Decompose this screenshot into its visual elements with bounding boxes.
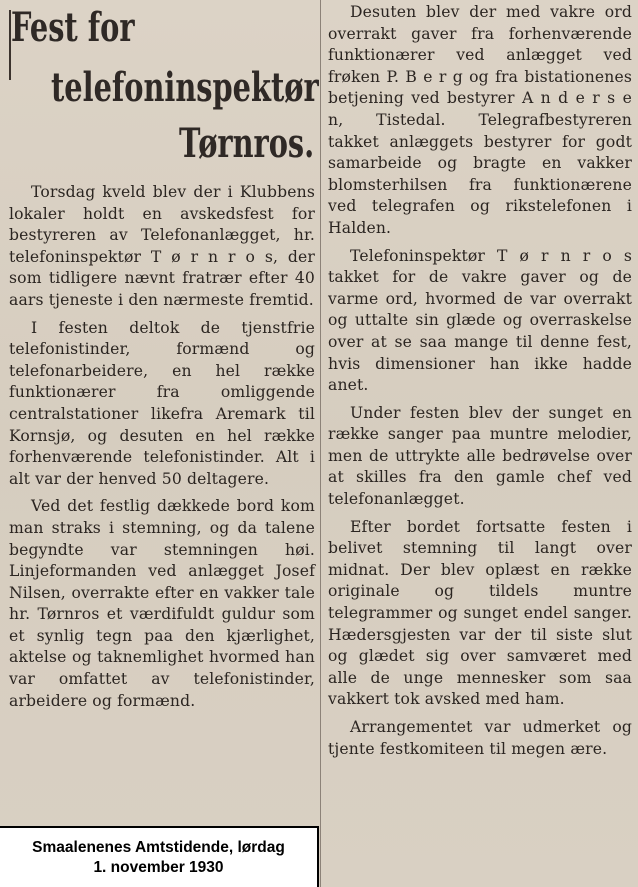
headline-line-1: Fest for — [11, 4, 135, 51]
paragraph: Efter bordet fortsatte festen i belivet stemning til langt over midnat. Der blev oplæst en række originale og tildels muntre telegrammer og sunget endel sanger. Hædersgjesten var der til siste slut og glædet sig over samværet med alle de unge mennesker som saa vakkert tok avsked med ham. — [328, 517, 632, 709]
headline-line-2: telefoninspektør — [51, 64, 319, 111]
paragraph: Arrangementet var udmerket og tjente festkomiteen til megen ære. — [328, 718, 632, 758]
paragraph: Under festen blev der sunget en række sanger paa muntre melodier, men de uttrykte alle bedrøvelse over at skilles fra den gamle chef ved telefonanlægget. — [328, 403, 632, 509]
caption-line-2: 1. november 1930 — [93, 859, 224, 876]
source-caption — [0, 826, 319, 887]
article-body-right — [328, 2, 632, 766]
paragraph: Torsdag kveld blev der i Klubbens lokaler holdt en avskedsfest for bestyreren av Telefonanlægget, hr. telefoninspektør T ø r n r o s, der som tidligere nævnt fratrær efter 40 aars tjeneste i den nærmeste fremtid. — [9, 183, 315, 309]
column-divider — [320, 0, 321, 887]
paragraph: Ved det festlig dækkede bord kom man straks i stemning, og da talene begyndte var stemningen høi. Linjeformanden ved anlægget Josef Nilsen, overrakte efter en vakker tale hr. Tørnros et værdifuldt guldur som et synlig tegn paa den kjærlighet, aktelse og taknemlighet hvormed han var omfattet av telefonistinder, arbeidere og formænd. — [9, 497, 315, 710]
paragraph: I festen deltok de tjenstfrie telefonistinder, formænd og telefonarbeidere, en hel række funktionærer fra omliggende centralstationer likefra Aremark til Kornsjø, og desuten en hel række forhenværende telefonistinder. Alt i alt var der henved 50 deltagere. — [9, 318, 315, 488]
article-body-left — [9, 182, 315, 718]
paragraph: Desuten blev der med vakre ord overrakt gaver fra forhenværende funktionærer ved anlægget ved frøken P. B e r g og fra bistationenes betjening ved bestyrer A n d e r s e n, Tistedal. Telegrafbestyreren takket anlæggets bestyrer for godt samarbeide og bragte en vakker blomsterhilsen fra funktionærene ved telegrafen og rikstelefonen i Halden. — [328, 3, 632, 237]
paragraph: Telefoninspektør T ø r n r o s takket for de vakre gaver og de varme ord, hvormed de var overrakt og uttalte sin glæde og overraskelse over at se saa mange til denne fest, hvis dimensioner han ikke hadde anet. — [328, 246, 632, 395]
caption-line-1: Smaalenenes Amtstidende, lørdag — [32, 839, 285, 856]
headline-line-3: Tørnros. — [179, 120, 315, 167]
